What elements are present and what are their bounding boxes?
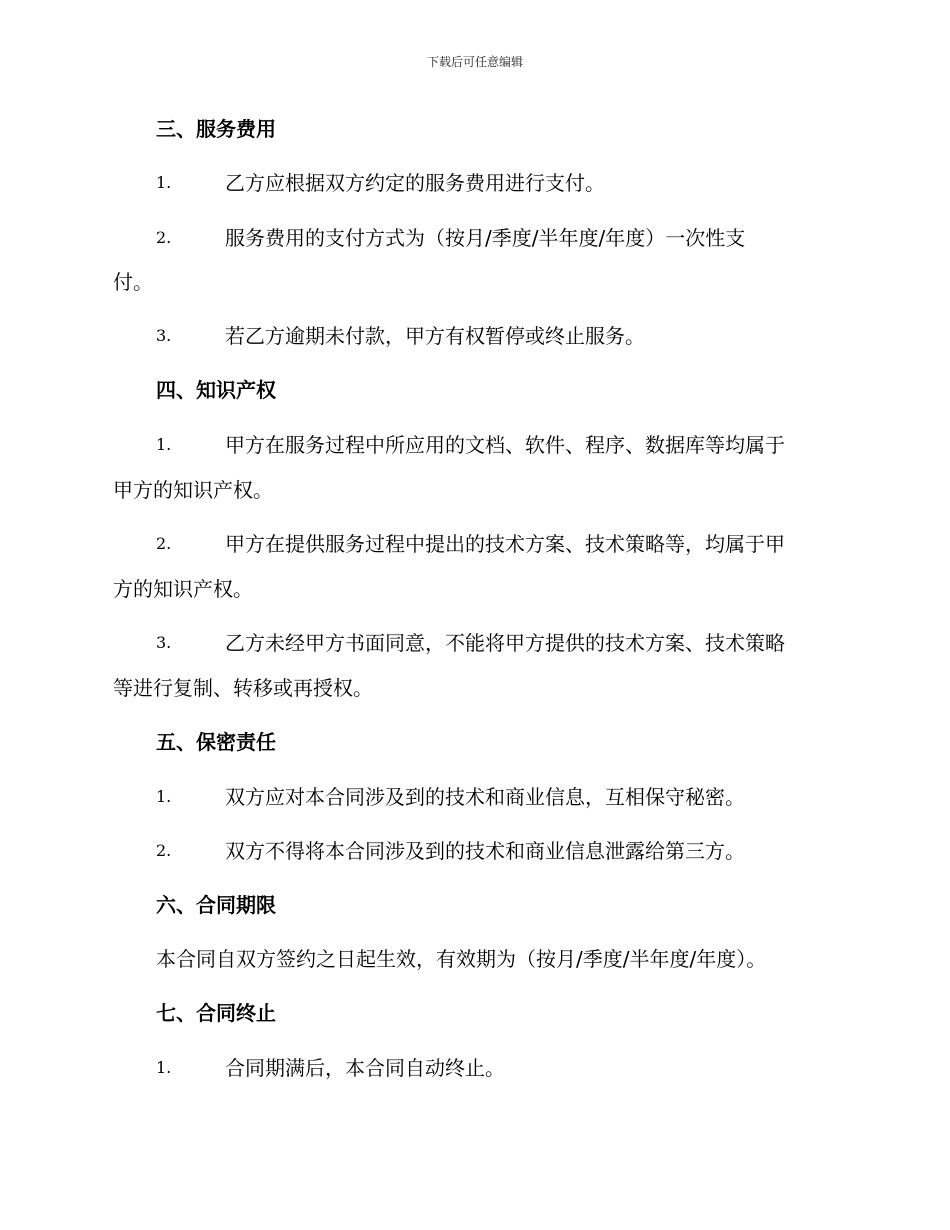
item-text-continued: 方的知识产权。 [113, 577, 253, 601]
item-number: 1. [156, 435, 172, 454]
item-text: 乙方未经甲方书面同意，不能将甲方提供的技术方案、技术策略 [225, 631, 785, 655]
item-text: 双方不得将本合同涉及到的技术和商业信息泄露给第三方。 [225, 839, 745, 863]
item-text: 甲方在提供服务过程中提出的技术方案、技术策略等，均属于甲 [225, 532, 785, 556]
section-title-term: 六、合同期限 [156, 893, 276, 917]
term-paragraph: 本合同自双方签约之日起生效，有效期为（按月/季度/半年度/年度）。 [156, 947, 767, 971]
item-text-continued: 等进行复制、转移或再授权。 [113, 676, 373, 700]
item-text: 乙方应根据双方约定的服务费用进行支付。 [225, 171, 605, 195]
item-number: 1. [156, 787, 172, 806]
item-text: 双方应对本合同涉及到的技术和商业信息，互相保守秘密。 [225, 785, 745, 809]
item-number: 1. [156, 173, 172, 192]
section-title-ip: 四、知识产权 [156, 378, 276, 402]
item-text: 若乙方逾期未付款，甲方有权暂停或终止服务。 [225, 324, 645, 348]
section-title-fees: 三、服务费用 [156, 117, 276, 141]
page-header: 下载后可任意编辑 [426, 55, 523, 69]
item-text: 合同期满后，本合同自动终止。 [225, 1056, 505, 1080]
item-number: 1. [156, 1058, 172, 1077]
section-title-termination: 七、合同终止 [156, 1001, 276, 1025]
item-number: 3. [156, 633, 172, 652]
item-text: 服务费用的支付方式为（按月/季度/半年度/年度）一次性支 [225, 226, 746, 250]
item-number: 2. [156, 228, 172, 247]
item-number: 3. [156, 326, 172, 345]
item-number: 2. [156, 841, 172, 860]
item-text-continued: 付。 [113, 270, 153, 294]
section-title-confidentiality: 五、保密责任 [156, 730, 276, 754]
item-number: 2. [156, 534, 172, 553]
item-text-continued: 甲方的知识产权。 [113, 478, 273, 502]
item-text: 甲方在服务过程中所应用的文档、软件、程序、数据库等均属于 [225, 433, 785, 457]
